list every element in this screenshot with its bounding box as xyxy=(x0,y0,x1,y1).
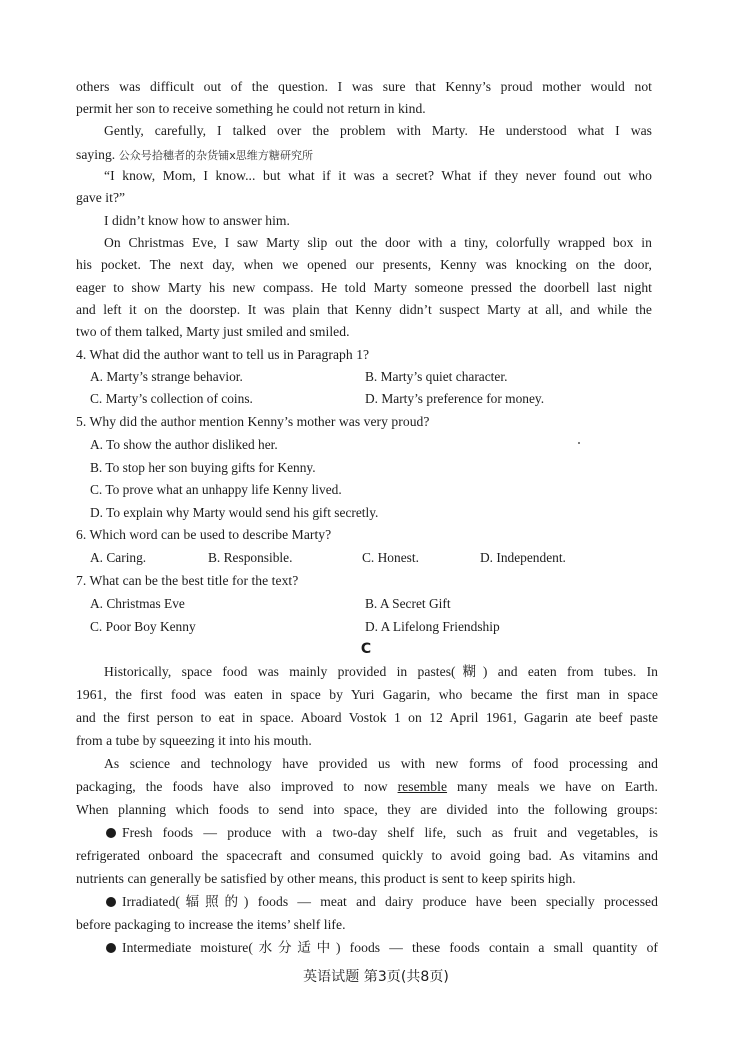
passage-line: gave it?” xyxy=(76,190,126,205)
underlined-word: resemble xyxy=(397,779,448,794)
passage-line: from a tube by squeezing it into his mouth. xyxy=(76,733,312,748)
passage-line: refrigerated onboard the spacecraft and consumed quickly to avoid going bad. As vitamins and xyxy=(76,848,658,863)
answer-option[interactable]: D. Independent. xyxy=(480,550,566,565)
answer-option[interactable]: A. Christmas Eve xyxy=(90,596,185,611)
passage-line: others was difficult out of the question. I was sure that Kenny’s proud mother would not xyxy=(76,79,652,94)
question-stem: 7. What can be the best title for the text? xyxy=(76,573,299,588)
bullet-item xyxy=(106,893,658,911)
passage-line: eager to show Marty his new compass. He told Marty someone pressed the doorbell last night xyxy=(76,280,652,295)
passage-text: Irradiated(辐照的) foods — meat and dairy produce have been specially processed xyxy=(122,894,658,909)
passage-line: Gently, carefully, I talked over the problem with Marty. He understood what I was xyxy=(104,123,652,138)
answer-option[interactable]: A. Caring. xyxy=(90,550,147,565)
answer-option[interactable]: A. To show the author disliked her. xyxy=(90,437,278,452)
passage-line: before packaging to increase the items’ shelf life. xyxy=(76,917,346,932)
answer-option[interactable]: D. To explain why Marty would send his gift secretly. xyxy=(90,505,379,520)
bullet-item xyxy=(106,939,658,957)
passage-text: Intermediate moisture(水分适中) foods — these foods contain a small quantity of xyxy=(122,940,658,955)
speck xyxy=(578,442,580,444)
passage-line: and left it on the doorstep. It was plain that Kenny didn’t suspect Marty at all, and while the xyxy=(76,302,652,317)
answer-option[interactable]: C. Honest. xyxy=(362,550,419,565)
answer-option[interactable]: A. Marty’s strange behavior. xyxy=(90,369,243,384)
passage-line: As science and technology have provided us with new forms of food processing and xyxy=(104,756,658,771)
answer-option[interactable]: B. Marty’s quiet character. xyxy=(365,369,508,384)
passage-line: “I know, Mom, I know... but what if it was a secret? What if they never found out who xyxy=(104,168,652,183)
passage-line xyxy=(76,778,658,796)
passage-line: nutrients can generally be satisfied by other means, this product is sent to keep spirits high. xyxy=(76,871,576,886)
answer-option[interactable]: B. Responsible. xyxy=(208,550,293,565)
question-stem: 5. Why did the author mention Kenny’s mother was very proud? xyxy=(76,414,430,429)
bullet-icon xyxy=(106,828,116,838)
passage-line: permit her son to receive something he could not return in kind. xyxy=(76,101,426,116)
answer-option[interactable]: D. A Lifelong Friendship xyxy=(365,619,500,634)
passage-line: On Christmas Eve, I saw Marty slip out the door with a tiny, colorfully wrapped box in xyxy=(104,235,652,250)
answer-option[interactable]: B. A Secret Gift xyxy=(365,596,451,611)
passage-text: saying. xyxy=(76,147,116,162)
passage-line: Historically, space food was mainly provided in pastes(糊) and eaten from tubes. In xyxy=(104,664,658,679)
watermark-text: 公众号拾穗者的杂货铺x思维方糖研究所 xyxy=(118,149,314,162)
answer-option[interactable]: C. Poor Boy Kenny xyxy=(90,619,196,634)
passage-line: 1961, the first food was eaten in space by Yuri Gagarin, who became the first man in space xyxy=(76,687,658,702)
answer-option[interactable]: B. To stop her son buying gifts for Kenny. xyxy=(90,460,316,475)
answer-option[interactable]: C. Marty’s collection of coins. xyxy=(90,391,253,406)
passage-text: many meals we have on Earth. xyxy=(447,779,658,794)
passage-text: packaging, the foods have also improved to now xyxy=(76,779,398,794)
passage-line: I didn’t know how to answer him. xyxy=(104,213,290,228)
passage-line: When planning which foods to send into space, they are divided into the following groups: xyxy=(76,802,658,817)
answer-option[interactable]: D. Marty’s preference for money. xyxy=(365,391,545,406)
question-stem: 4. What did the author want to tell us in Paragraph 1? xyxy=(76,347,370,362)
answer-option[interactable]: C. To prove what an unhappy life Kenny lived. xyxy=(90,482,342,497)
passage-line: two of them talked, Marty just smiled and smiled. xyxy=(76,324,350,339)
passage-line: his pocket. The next day, when we opened our presents, Kenny was knocking on the door, xyxy=(76,257,652,272)
passage-line: and the first person to eat in space. Aboard Vostok 1 on 12 April 1961, Gagarin ate beef paste xyxy=(76,710,658,725)
bullet-item xyxy=(106,824,658,842)
question-stem: 6. Which word can be used to describe Marty? xyxy=(76,527,332,542)
page-footer: 英语试题 第3页(共8页) xyxy=(303,969,449,985)
bullet-icon xyxy=(106,897,116,907)
passage-text: Fresh foods — produce with a two-day shelf life, such as fruit and vegetables, is xyxy=(122,825,658,840)
bullet-icon xyxy=(106,943,116,953)
passage-line xyxy=(76,146,313,165)
section-heading: C xyxy=(360,641,372,657)
